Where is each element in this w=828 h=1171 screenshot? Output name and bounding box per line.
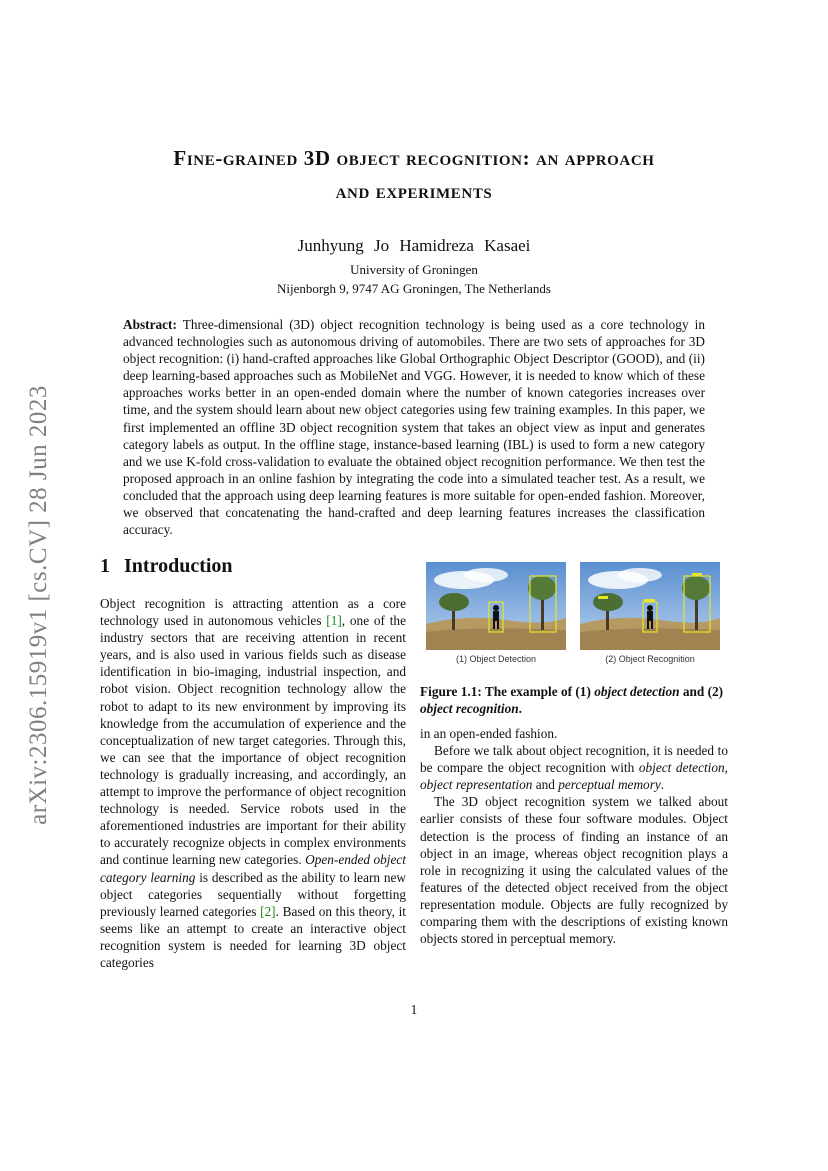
affiliation: University of Groningen <box>350 262 478 277</box>
title-line-2: and experiments <box>335 179 493 203</box>
arxiv-stamp: arXiv:2306.15919v1 [cs.CV] 28 Jun 2023 <box>25 385 52 825</box>
figure-1-1 <box>426 562 720 668</box>
object-recognition-image <box>580 562 720 650</box>
paragraph: Before we talk about object recognition, it is needed to be compare the object recognition with object detection, object representation and perceptual memory. <box>420 743 728 793</box>
object-detection-image <box>426 562 566 650</box>
citation-link[interactable]: [2] <box>260 903 276 919</box>
section-heading <box>100 555 233 578</box>
address: Nijenborgh 9, 9747 AG Groningen, The Netherlands <box>277 281 551 296</box>
title-line-1: Fine-grained 3D object recognition: an approach <box>173 146 655 170</box>
right-column <box>420 725 728 947</box>
left-column <box>100 595 406 971</box>
section-title: Introduction <box>124 555 233 577</box>
paragraph: The 3D object recognition system we talked about earlier consists of these four software modules. Object detection is the process of finding an instance of an object in an image, whereas object recognition plays a role in recognizing it using the calculated values of the features of the detected object received from the object representation module. Objects are fully recognized by comparing them with the descriptions of existing known objects stored in perceptual memory. <box>420 794 728 947</box>
abstract-text: Three-dimensional (3D) object recognition technology is being used as a core technology in advanced technologies such as autonomous driving of automobiles. There are two sets of approaches for 3D object recognition: (i) hand-crafted approaches like Global Orthographic Object Descriptor (GOOD), and (ii) deep learning-based approaches such as MobileNet and VGG. However, it is needed to know which of these approaches works better in an open-ended domain where the number of known categories increases over time, and the system should learn about new object categories using few training examples. In this paper, we first implemented an offline 3D object recognition system that takes an object view as input and generates category labels as output. In the offline stage, instance-based learning (IBL) is used to form a new category and we use K-fold cross-validation to evaluate the obtained object recognition performance. We then test the proposed approach in an online fashion by integrating the code into a simulated teacher test. As a result, we concluded that the approach using deep learning features is more suitable for open-ended fashion. Moreover, we observed that concatenating the hand-crafted and deep learning features increases the classification accuracy. <box>123 317 705 538</box>
subcaption-detection: (1) Object Detection <box>455 654 537 664</box>
page-number: 1 <box>410 1002 418 1017</box>
abstract-label: Abstract: <box>123 317 177 332</box>
section-number: 1 <box>100 555 110 577</box>
paper-title <box>90 142 738 208</box>
subcaption-recognition: (2) Object Recognition <box>605 654 695 664</box>
citation-link[interactable]: [1] <box>326 613 342 629</box>
abstract <box>123 316 705 538</box>
figure-caption: Figure 1.1: The example of (1) object detection and (2) object recognition. <box>420 684 724 716</box>
authors: Junhyung Jo Hamidreza Kasaei <box>297 236 531 255</box>
paragraph: in an open-ended fashion. <box>420 726 558 741</box>
intro-paragraph: Object recognition is attracting attention as a core technology used in autonomous vehicles [1], one of the industry sectors that are receiving attention in recent years, and is also used in various fields such as disease identification in bio-imaging, industrial inspection, and robot vision. Object recognition technology allow the robot to adapt to its new environment by improving its knowledge from the accumulation of experience and the conceptualization of new target categories. Through this, we can see that the importance of object recognition technology is gradually increasing, and accordingly, an attempt to improve the performance of object recognition technology is needed. Service robots used in the aforementioned industries are important for their ability to accurately recognize objects in complex environments and continue learning new categories. Open-ended object category learning is described as the ability to learn new object categories sequentially without forgetting previously learned categories [2]. Based on this theory, it seems like an attempt to create an interactive object recognition system is needed for learning 3D object categories <box>100 596 407 970</box>
